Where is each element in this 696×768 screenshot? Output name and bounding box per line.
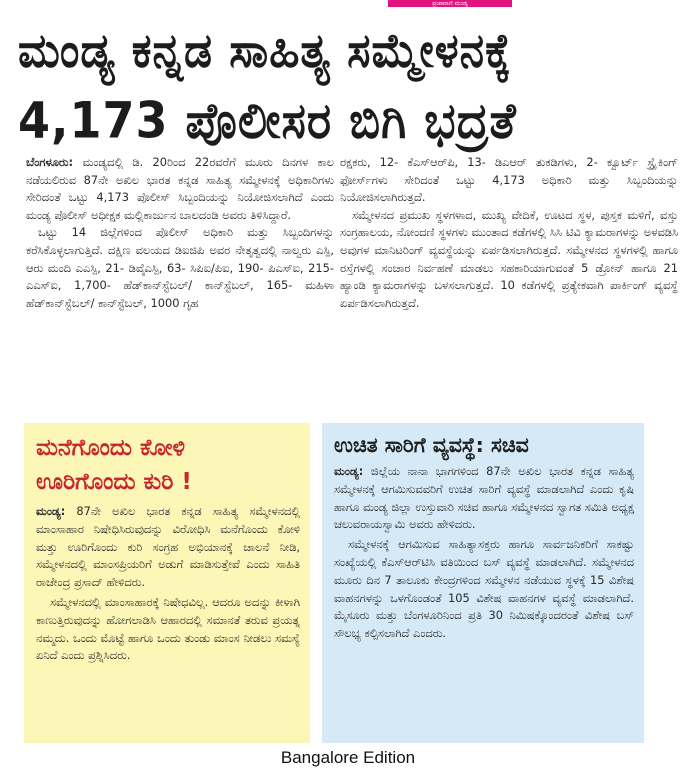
box-title-line-1: ಮನೆಗೊಂದು ಕೋಳಿ (36, 435, 186, 461)
dateline: ಬೆಂಗಳೂರು: (26, 155, 74, 169)
sidebar-box-free-transport (322, 423, 644, 743)
article-left-column (26, 154, 334, 312)
box-paragraph: ಸಮ್ಮೇಳನದಲ್ಲಿ ಮಾಂಸಾಹಾರಕ್ಕೆ ನಿಷೇಧವಿಲ್ಲ. ಆದರೂ ಅದನ್ನು ಕೀಳಾಗಿ ಕಾಣುತ್ತಿರುವುದನ್ನು ಹೋಗಲಾಡಿಸಿ ಆಹಾರದಲ್ಲಿ ಸಮಾನತೆ ತರುವ ಪ್ರಯತ್ನ ನಮ್ಮದು. ಒಂದು ಮೊಟ್ಟೆ ಹಾಗೂ ಒಂದು ತುಂಡು ಮಾಂಸ ನೀಡಲು ಸಮಸ್ಯೆ ಏನಿದೆ ಎಂದು ಪ್ರಶ್ನಿಸಿದರು. (36, 594, 300, 663)
box-title-line-2: ಊರಿಗೊಂದು ಕುರಿ ! (36, 469, 192, 495)
paragraph-text: 87ನೇ ಅಖಿಲ ಭಾರತ ಕನ್ನಡ ಸಾಹಿತ್ಯ ಸಮ್ಮೇಳನದಲ್ಲಿ ಮಾಂಸಾಹಾರ ನಿಷೇಧಿಸಿರುವುದನ್ನು ವಿರೋಧಿಸಿ ಮನೆಗೊಂದು ಕೋಳಿ ಮತ್ತು ಊರಿಗೊಂದು ಕುರಿ ಸಂಗ್ರಹ ಅಭಿಯಾನಕ್ಕೆ ಚಾಲನೆ ನೀಡಿ, ಸಮ್ಮೇಳನದಲ್ಲಿ ಮಾಂಸಪ್ರಿಯರಿಗೆ ಅಡುಗೆ ಮಾಡಿಸುತ್ತೇವೆ ಎಂದು ಸಾಹಿತಿ ರಾಜೇಂದ್ರ ಪ್ರಸಾದ್ ಹೇಳಿದರು. (36, 504, 300, 590)
box-body (322, 459, 644, 643)
box-paragraph (36, 503, 300, 592)
box-title (24, 423, 310, 499)
headline-line-2: 4,173 ಪೊಲೀಸರ ಬಿಗಿ ಭದ್ರತೆ (18, 91, 517, 150)
box-body (24, 499, 310, 665)
paragraph-text: ಮಂಡ್ಯದಲ್ಲಿ ಡಿ. 20ರಿಂದ 22ರವರೆಗೆ ಮೂರು ದಿನಗಳ ಕಾಲ ನಡೆಯಲಿರುವ 87ನೇ ಅಖಿಲ ಭಾರತ ಕನ್ನಡ ಸಾಹಿತ್ಯ ಸಮ್ಮೇಳನಕ್ಕೆ ಅಧಿಕಾರಿಗಳು ಸೇರಿದಂತೆ ಒಟ್ಟು 4,173 ಪೊಲೀಸ್ ಸಿಬ್ಬಂದಿಯನ್ನು ನಿಯೋಜಿಸಲಾಗಿದೆ ಎಂದು ಮಂಡ್ಯ ಪೊಲೀಸ್ ಅಧೀಕ್ಷಕ ಮಲ್ಲಿಕಾರ್ಜುನ ಬಾಲದಂಡಿ ಅವರು ತಿಳಿಸಿದ್ದಾರೆ. (26, 155, 335, 222)
article-paragraph: ಒಟ್ಟು 14 ಜಿಲ್ಲೆಗಳಿಂದ ಪೊಲೀಸ್ ಅಧಿಕಾರಿ ಮತ್ತು ಸಿಬ್ಬಂದಿಗಳನ್ನು ಕರೆಸಿಕೊಳ್ಳಲಾಗುತ್ತಿದೆ. ದಕ್ಷಿಣ ವಲಯದ ಡಿಐಜಿಪಿ ಅವರ ನೇತೃತ್ವದಲ್ಲಿ ನಾಲ್ವರು ಎಸ್ಪಿ, ಆರು ಮಂದಿ ಎಎಸ್ಪಿ, 21- ಡಿವೈಎಸ್ಪಿ, 63- ಸಿಪಿಐ/ಪಿಐ, 190- ಪಿಎಸ್ಐ, 215- ಎಎಸ್ಐ, 1,700- ಹೆಡ್‌ಕಾನ್‌ಸ್ಟೆಬಲ್/ ಕಾನ್‌ಸ್ಟೆಬಲ್, 165- ಮಹಿಳಾ ಹೆಡ್‌ಕಾನ್‌ಸ್ಟೆಬಲ್/ ಕಾನ್‌ಸ್ಟೆಬಲ್, 1000 ಗೃಹ (26, 225, 334, 310)
article-paragraph (26, 154, 334, 224)
masthead-badge: ಪ್ರಜಾವಾಣಿ ಮಂಡ್ಯ (388, 0, 512, 7)
paragraph-text: ಜಿಲ್ಲೆಯ ನಾನಾ ಭಾಗಗಳಿಂದ 87ನೇ ಅಖಿಲ ಭಾರತ ಕನ್ನಡ ಸಾಹಿತ್ಯ ಸಮ್ಮೇಳನಕ್ಕೆ ಆಗಮಿಸುವವರಿಗೆ ಉಚಿತ ಸಾರಿಗೆ ವ್ಯವಸ್ಥೆ ಮಾಡಲಾಗಿದೆ ಎಂದು ಕೃಷಿ ಹಾಗೂ ಮಂಡ್ಯ ಜಿಲ್ಲಾ ಉಸ್ತುವಾರಿ ಸಚಿವ ಹಾಗೂ ಸಮ್ಮೇಳನದ ಸ್ವಾಗತ ಸಮಿತಿ ಅಧ್ಯಕ್ಷ ಚಲುವರಾಯಸ್ವಾಮಿ ಅವರು ಹೇಳಿದರು. (334, 464, 634, 532)
box-paragraph: ಸಮ್ಮೇಳನಕ್ಕೆ ಆಗಮಿಸುವ ಸಾಹಿತ್ಯಾಸಕ್ತರು ಹಾಗೂ ಸಾರ್ವಜನಿಕರಿಗೆ ಸಾಕಷ್ಟು ಸಂಖ್ಯೆಯಲ್ಲಿ ಕೆಎಸ್‌ಆರ್‌ಟಿಸಿ ವತಿಯಿಂದ ಬಸ್ ವ್ಯವಸ್ಥೆ ಮಾಡಲಾಗಿದೆ. ಸಮ್ಮೇಳನದ ಮೂರು ದಿನ 7 ತಾಲೂಕು ಕೇಂದ್ರಗಳಿಂದ ಸಮ್ಮೇಳನ ನಡೆಯುವ ಸ್ಥಳಕ್ಕೆ 15 ವಿಶೇಷ ವಾಹನಗಳನ್ನು ಒಳಗೊಂಡಂತೆ 105 ವಿಶೇಷ ವಾಹನಗಳ ವ್ಯವಸ್ಥೆ ಮಾಡಲಾಗಿದೆ. ಮೈಸೂರು ಮತ್ತು ಬೆಂಗಳೂರಿನಿಂದ ಪ್ರತಿ 30 ನಿಮಿಷಕ್ಕೊಂದರಂತೆ ವಿಶೇಷ ಬಸ್ ಸೌಲಭ್ಯ ಕಲ್ಪಿಸಲಾಗಿದೆ ಎಂದರು. (334, 537, 634, 641)
box-title: ಉಚಿತ ಸಾರಿಗೆ ವ್ಯವಸ್ಥೆ: ಸಚಿವ (334, 433, 529, 457)
top-strip (0, 0, 696, 12)
article-right-column (340, 154, 678, 312)
headline-line-1: ಮಂಡ್ಯ ಕನ್ನಡ ಸಾಹಿತ್ಯ ಸಮ್ಮೇಳನಕ್ಕೆ (18, 23, 512, 79)
sidebar-box-meat-campaign (24, 423, 310, 743)
article-paragraph: ರಕ್ಷಕರು, 12- ಕೆಎಸ್‌ಆರ್‌ಪಿ, 13- ಡಿಎಆರ್ ತುಕಡಿಗಳು, 2- ಕ್ವೂರ್ಟ್ ಸ್ಟ್ರೈಕಿಂಗ್ ಫೋರ್ಸ್‌ಗಳು ಸೇರಿದಂತೆ ಒಟ್ಟು 4,173 ಅಧಿಕಾರಿ ಮತ್ತು ಸಿಬ್ಬಂದಿಯನ್ನು ನಿಯೋಜಿಸಲಾಗಿರುತ್ತದೆ. (340, 155, 678, 205)
article-paragraph: ಸಮ್ಮೇಳನದ ಪ್ರಮುಖ ಸ್ಥಳಗಳಾದ, ಮುಖ್ಯ ವೇದಿಕೆ, ಊಟದ ಸ್ಥಳ, ಪುಸ್ತಕ ಮಳಿಗೆ, ವಸ್ತು ಸಂಗ್ರಹಾಲಯ, ನೋಂದಣಿ ಸ್ಥಳಗಳು ಮುಂತಾದ ಕಡೆಗಳಲ್ಲಿ ಸಿಸಿ ಟಿವಿ ಕ್ಯಾಮರಾಗಳನ್ನು ಅಳವಡಿಸಿ ಅವುಗಳ ಮಾನಿಟರಿಂಗ್ ವ್ಯವಸ್ಥೆಯನ್ನು ಏರ್ಪಡಿಸಲಾಗಿರುತ್ತದೆ. ಸಮ್ಮೇಳನದ ಸ್ಥಳಗಳಲ್ಲಿ ಹಾಗೂ ರಸ್ತೆಗಳಲ್ಲಿ ಸಂಚಾರ ನಿರ್ವಹಣೆ ಮಾಡಲು ಸಹಕಾರಿಯಾಗುವಂತೆ 5 ಡ್ರೋನ್ ಹಾಗೂ 21 ಹ್ಯಾಂಡಿ ಕ್ಯಾಮರಾಗಳನ್ನು ಬಳಸಲಾಗುತ್ತದೆ. 10 ಕಡೆಗಳಲ್ಲಿ ಪ್ರತ್ಯೇಕವಾಗಿ ಪಾರ್ಕಿಂಗ್ ವ್ಯವಸ್ಥೆ ಏರ್ಪಡಿಸಲಾಗಿರುತ್ತದೆ. (340, 207, 678, 310)
box-paragraph (334, 463, 634, 534)
box-dateline: ಮಂಡ್ಯ: (36, 504, 66, 518)
box-dateline: ಮಂಡ್ಯ: (334, 464, 364, 478)
edition-caption: Bangalore Edition (280, 748, 416, 767)
